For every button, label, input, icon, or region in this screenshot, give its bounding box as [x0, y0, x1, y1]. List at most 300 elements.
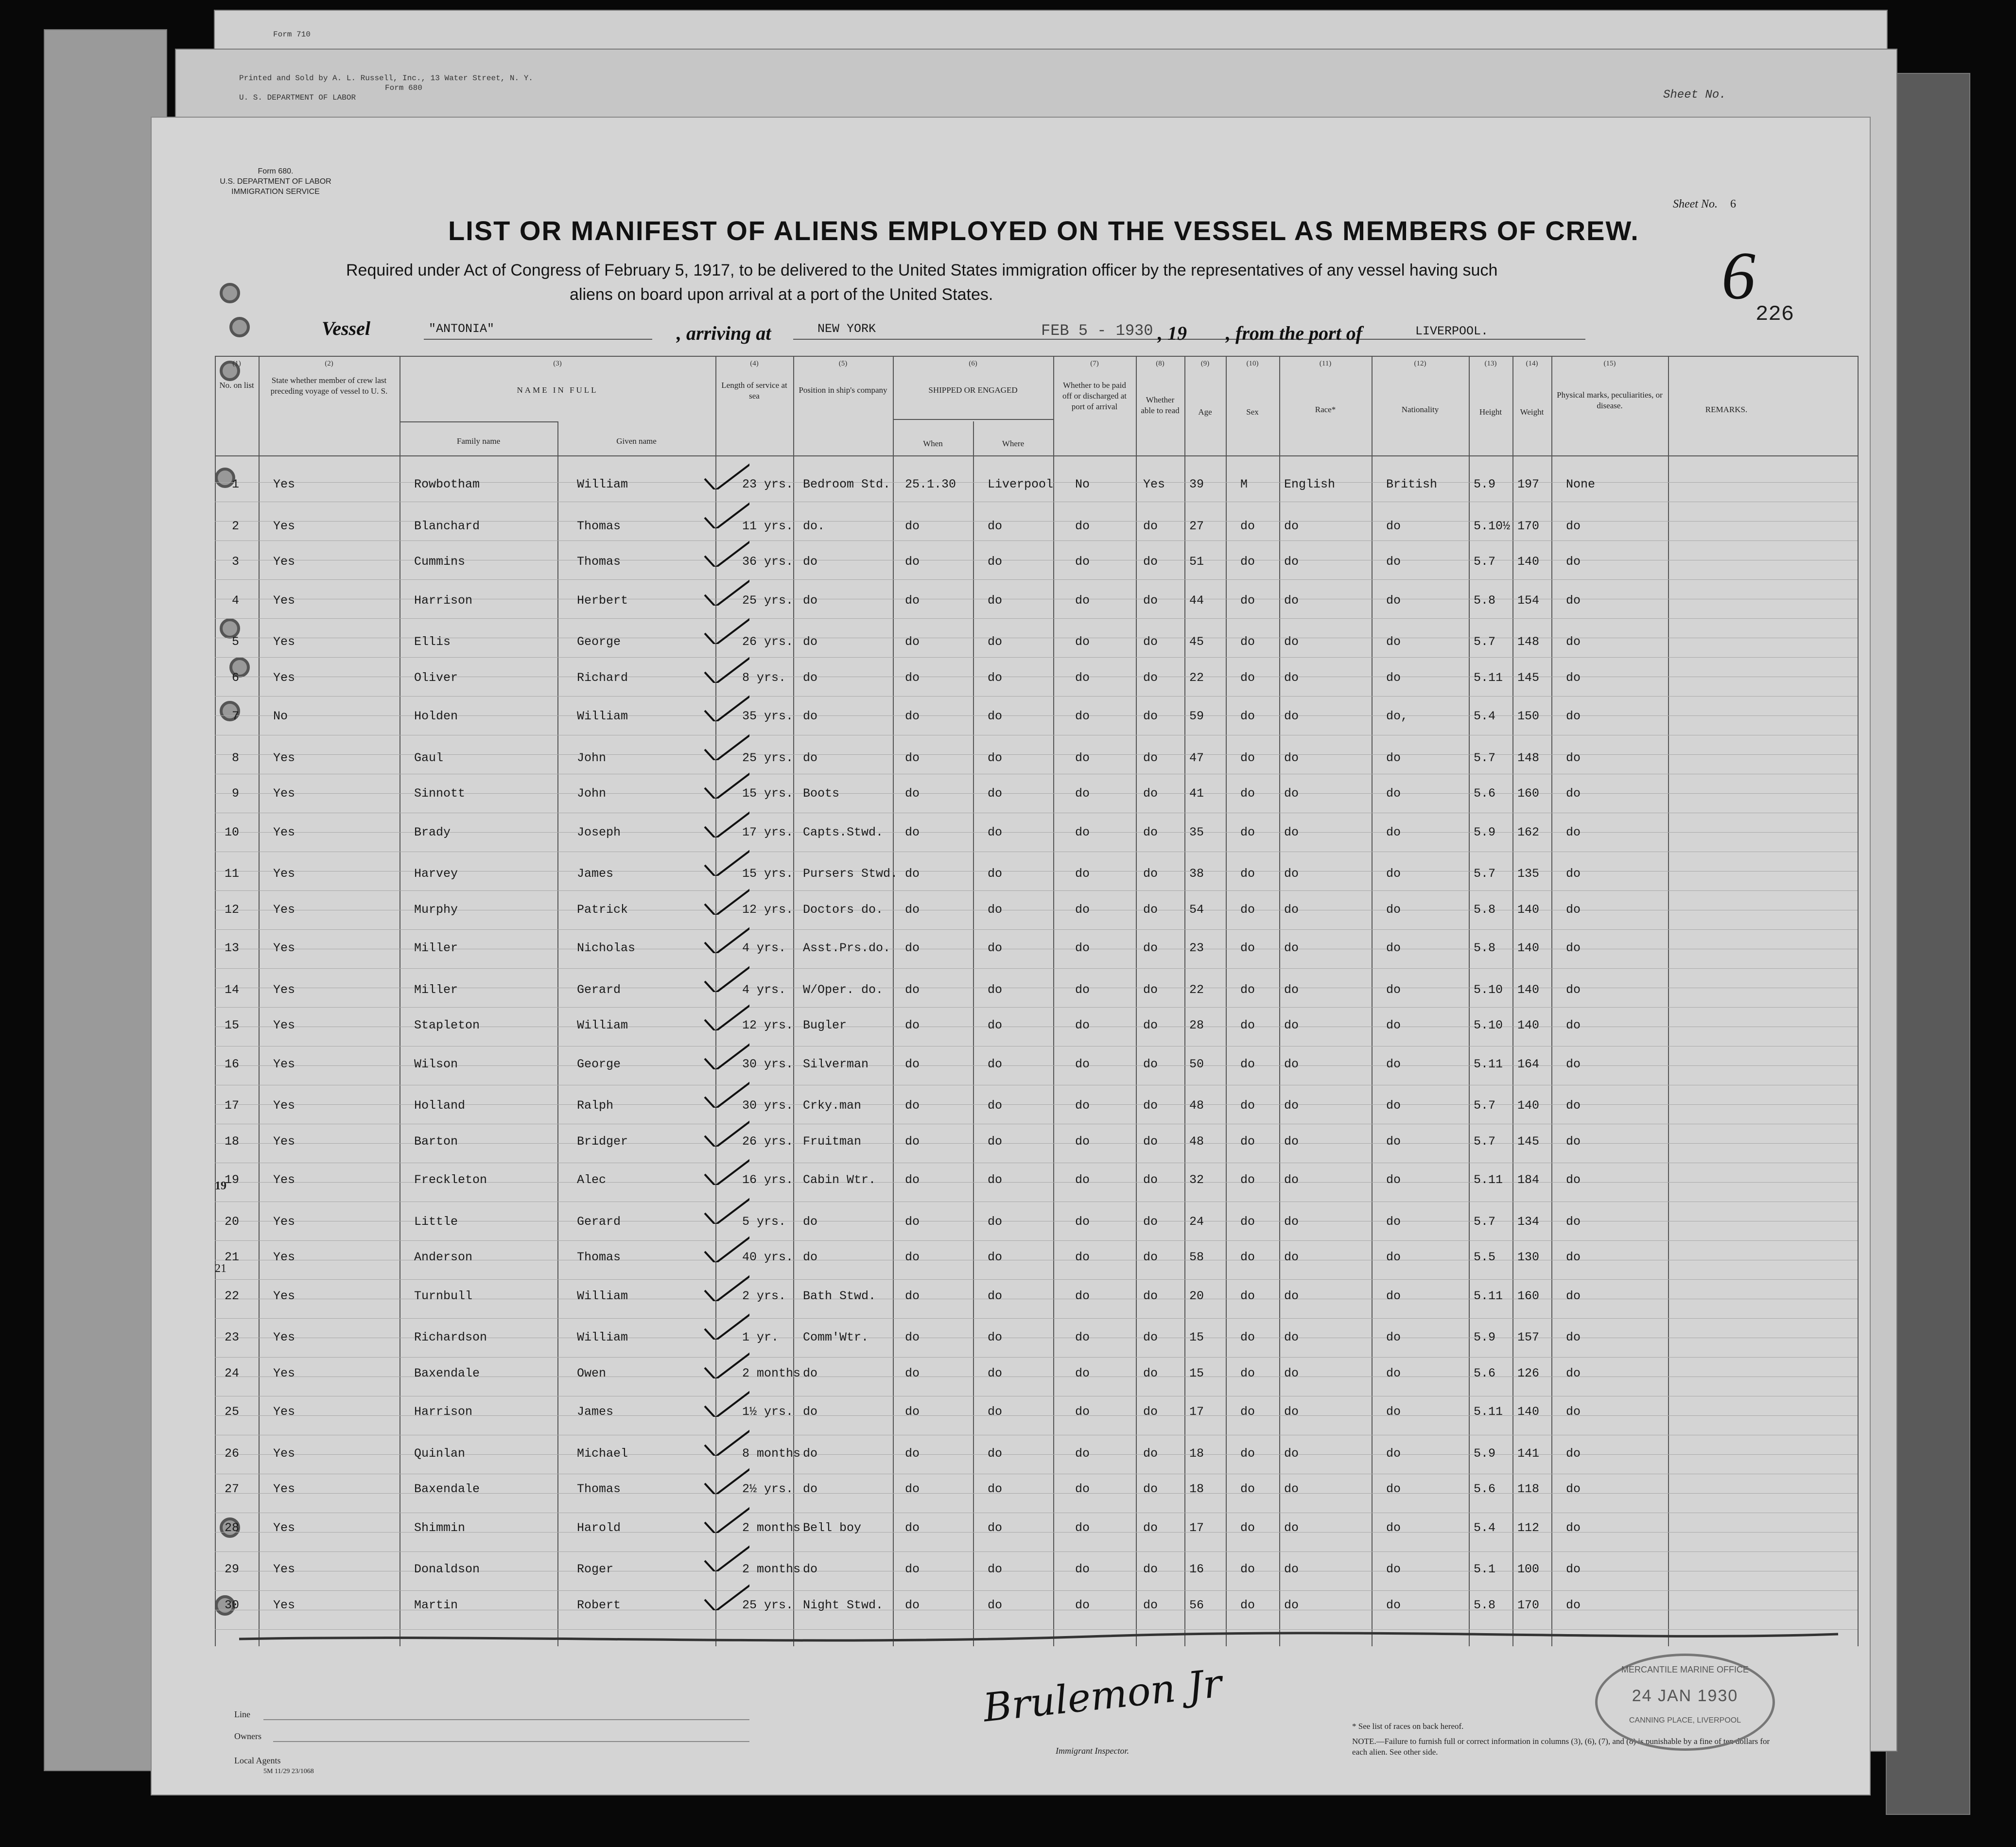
- cell-marks: do: [1566, 1057, 1581, 1071]
- ruled-line: [215, 579, 1858, 580]
- cell-age: 28: [1189, 1018, 1204, 1032]
- cell-paid-off: do: [1075, 519, 1090, 533]
- cell-position: do: [803, 1482, 818, 1496]
- cell-no: 23: [224, 1330, 239, 1344]
- cell-paid-off: do: [1075, 1057, 1090, 1071]
- footer-owners-rule: [273, 1741, 749, 1742]
- manifest-title: LIST OR MANIFEST OF ALIENS EMPLOYED ON THE VESSEL AS MEMBERS OF CREW.: [448, 215, 1639, 246]
- cell-nationality: do: [1386, 1446, 1401, 1461]
- cell-race: do: [1284, 982, 1299, 997]
- cell-race: do: [1284, 1018, 1299, 1032]
- form-service: IMMIGRATION SERVICE: [231, 188, 320, 196]
- cell-age: 48: [1189, 1098, 1204, 1113]
- cell-age: 15: [1189, 1330, 1204, 1344]
- cell-read: do: [1143, 519, 1158, 533]
- ruled-line: [215, 1590, 1858, 1591]
- cell-weight: 140: [1517, 555, 1540, 569]
- cell-height: 5.6: [1474, 1482, 1496, 1496]
- check-mark-icon: [701, 1349, 749, 1378]
- cell-member: Yes: [273, 1289, 295, 1303]
- cell-paid-off: do: [1075, 1330, 1090, 1344]
- handwritten-sheet-number: 6: [1721, 238, 1755, 314]
- cell-family-name: Ellis: [414, 635, 451, 649]
- cell-when: do: [905, 709, 920, 723]
- cell-service: 5 yrs.: [742, 1214, 786, 1229]
- cell-service: 8 months: [742, 1446, 801, 1461]
- cell-position: do: [803, 1214, 818, 1229]
- cell-given-name: William: [577, 709, 628, 723]
- cell-service: 16 yrs.: [742, 1173, 794, 1187]
- cell-service: 2 months: [742, 1520, 801, 1535]
- cell-marks: do: [1566, 902, 1581, 917]
- cell-nationality: do: [1386, 1330, 1401, 1344]
- cell-sex: do: [1240, 786, 1255, 801]
- cell-marks: do: [1566, 1482, 1581, 1496]
- cell-where: do: [988, 1366, 1003, 1380]
- cell-where: do: [988, 1446, 1003, 1461]
- cell-nationality: do: [1386, 825, 1401, 839]
- back-printer: Printed and Sold by A. L. Russell, Inc., 13 Water Street, N. Y.: [239, 74, 533, 83]
- cell-when: do: [905, 982, 920, 997]
- cell-nationality: do,: [1386, 709, 1408, 723]
- cell-age: 54: [1189, 902, 1204, 917]
- cell-marks: do: [1566, 635, 1581, 649]
- cell-no: 15: [224, 1018, 239, 1032]
- header-shipped: SHIPPED OR ENGAGED: [928, 385, 1018, 395]
- cell-sex: M: [1240, 477, 1248, 491]
- cell-weight: 150: [1517, 709, 1540, 723]
- cell-paid-off: do: [1075, 670, 1090, 685]
- cell-read: do: [1143, 593, 1158, 608]
- cell-race: do: [1284, 902, 1299, 917]
- cell-when: do: [905, 1366, 920, 1380]
- cell-when: do: [905, 593, 920, 608]
- cell-position: Bedroom Std.: [803, 477, 891, 491]
- check-mark-icon: [701, 886, 749, 915]
- cell-paid-off: do: [1075, 1598, 1090, 1612]
- cell-service: 36 yrs.: [742, 555, 794, 569]
- cell-paid-off: do: [1075, 1134, 1090, 1149]
- cell-member: Yes: [273, 1057, 295, 1071]
- colnum-4: (4): [750, 360, 759, 367]
- cell-given-name: John: [577, 750, 607, 765]
- cell-read: do: [1143, 670, 1158, 685]
- sheet-number-field: [1673, 198, 1736, 211]
- column-divider: [973, 421, 974, 1646]
- cell-position: Asst.Prs.do.: [803, 941, 891, 955]
- cell-weight: 148: [1517, 750, 1540, 765]
- cell-read: do: [1143, 825, 1158, 839]
- cell-member: Yes: [273, 867, 295, 881]
- cell-position: Night Stwd.: [803, 1598, 884, 1612]
- check-mark-icon: [701, 1581, 749, 1610]
- cell-age: 41: [1189, 786, 1204, 801]
- cell-read: do: [1143, 1134, 1158, 1149]
- column-divider: [1372, 356, 1373, 1646]
- cell-marks: do: [1566, 982, 1581, 997]
- cell-position: do: [803, 1446, 818, 1461]
- check-mark-icon: [701, 1504, 749, 1533]
- check-mark-icon: [701, 615, 749, 644]
- cell-no: 30: [224, 1598, 239, 1612]
- cell-where: do: [988, 1214, 1003, 1229]
- check-mark-icon: [701, 769, 749, 799]
- cell-family-name: Anderson: [414, 1250, 473, 1264]
- cell-position: do.: [803, 519, 825, 533]
- cell-sex: do: [1240, 1405, 1255, 1419]
- cell-nationality: do: [1386, 670, 1401, 685]
- header-family: Family name: [456, 436, 501, 446]
- cell-weight: 162: [1517, 825, 1540, 839]
- cell-paid-off: do: [1075, 1366, 1090, 1380]
- departure-port-label: , from the port of: [1226, 322, 1363, 344]
- cell-marks: do: [1566, 750, 1581, 765]
- cell-position: Doctors do.: [803, 902, 884, 917]
- cell-where: do: [988, 593, 1003, 608]
- cell-service: 2½ yrs.: [742, 1482, 794, 1496]
- cell-height: 5.11: [1474, 1173, 1503, 1187]
- cell-where: do: [988, 555, 1003, 569]
- margin-number-19: 19: [215, 1180, 226, 1192]
- form-department: U.S. DEPARTMENT OF LABOR: [220, 177, 331, 186]
- cell-weight: 160: [1517, 786, 1540, 801]
- race-note: * See list of races on back hereof.: [1352, 1722, 1464, 1731]
- cell-where: do: [988, 867, 1003, 881]
- check-mark-icon: [701, 576, 749, 606]
- colnum-10: (10): [1246, 360, 1259, 367]
- ruled-line: [215, 1007, 1858, 1008]
- header-sex: Sex: [1246, 407, 1259, 417]
- column-divider: [1469, 356, 1470, 1646]
- colnum-6: (6): [969, 360, 977, 367]
- column-divider: [1512, 356, 1513, 1646]
- cell-marks: do: [1566, 1520, 1581, 1535]
- cell-service: 2 yrs.: [742, 1289, 786, 1303]
- cell-service: 4 yrs.: [742, 982, 786, 997]
- crew-table: [215, 356, 1858, 1649]
- cell-family-name: Holden: [414, 709, 458, 723]
- cell-height: 5.6: [1474, 1366, 1496, 1380]
- stamp-date: 24 JAN 1930: [1632, 1687, 1738, 1705]
- cell-when: do: [905, 902, 920, 917]
- cell-nationality: do: [1386, 1250, 1401, 1264]
- cell-paid-off: do: [1075, 902, 1090, 917]
- cell-nationality: do: [1386, 982, 1401, 997]
- cell-no: 13: [224, 941, 239, 955]
- cell-sex: do: [1240, 1482, 1255, 1496]
- cell-nationality: do: [1386, 902, 1401, 917]
- cell-marks: do: [1566, 1134, 1581, 1149]
- page-number: 226: [1755, 302, 1794, 327]
- column-divider: [215, 356, 216, 1646]
- cell-family-name: Blanchard: [414, 519, 480, 533]
- cell-read: do: [1143, 1018, 1158, 1032]
- cell-nationality: do: [1386, 1057, 1401, 1071]
- cell-weight: 118: [1517, 1482, 1540, 1496]
- cell-no: 28: [224, 1520, 239, 1535]
- cell-nationality: do: [1386, 750, 1401, 765]
- cell-read: do: [1143, 1562, 1158, 1576]
- cell-family-name: Wilson: [414, 1057, 458, 1071]
- cell-given-name: Robert: [577, 1598, 621, 1612]
- cell-position: do: [803, 555, 818, 569]
- column-divider: [1858, 356, 1859, 1646]
- check-mark-icon: [701, 692, 749, 721]
- cell-weight: 140: [1517, 902, 1540, 917]
- sheet-label: Sheet No.: [1673, 198, 1718, 210]
- cell-weight: 157: [1517, 1330, 1540, 1344]
- cell-paid-off: do: [1075, 1250, 1090, 1264]
- cell-where: do: [988, 825, 1003, 839]
- cell-given-name: John: [577, 786, 607, 801]
- cell-age: 38: [1189, 867, 1204, 881]
- cell-no: 8: [231, 750, 239, 765]
- cell-when: do: [905, 750, 920, 765]
- cell-nationality: do: [1386, 1482, 1401, 1496]
- cell-read: do: [1143, 1057, 1158, 1071]
- cell-sex: do: [1240, 1250, 1255, 1264]
- cell-given-name: William: [577, 477, 628, 491]
- cell-race: English: [1284, 477, 1336, 491]
- cell-position: Bell boy: [803, 1520, 862, 1535]
- cell-age: 23: [1189, 941, 1204, 955]
- cell-service: 4 yrs.: [742, 941, 786, 955]
- cell-position: Bath Stwd.: [803, 1289, 876, 1303]
- cell-weight: 135: [1517, 867, 1540, 881]
- cell-position: do: [803, 1562, 818, 1576]
- cell-height: 5.9: [1474, 1446, 1496, 1461]
- manifest-subtitle-line2: aliens on board upon arrival at a port of the United States.: [570, 285, 993, 304]
- check-mark-icon: [701, 1272, 749, 1301]
- cell-service: 15 yrs.: [742, 867, 794, 881]
- cell-sex: do: [1240, 750, 1255, 765]
- colnum-8: (8): [1156, 360, 1164, 367]
- vessel-name: "ANTONIA": [429, 322, 495, 336]
- ruled-line: [215, 618, 1858, 619]
- cell-given-name: Nicholas: [577, 941, 636, 955]
- cell-paid-off: do: [1075, 635, 1090, 649]
- header-weight: Weight: [1520, 407, 1544, 417]
- cell-race: do: [1284, 786, 1299, 801]
- footer-agents-label: Local Agents: [234, 1756, 281, 1765]
- header-when: When: [923, 439, 943, 448]
- cell-given-name: Thomas: [577, 1482, 621, 1496]
- cell-nationality: do: [1386, 1018, 1401, 1032]
- cell-paid-off: do: [1075, 1562, 1090, 1576]
- cell-race: do: [1284, 635, 1299, 649]
- cell-height: 5.9: [1474, 825, 1496, 839]
- cell-where: do: [988, 1018, 1003, 1032]
- check-mark-icon: [701, 1001, 749, 1030]
- cell-weight: 141: [1517, 1446, 1540, 1461]
- cell-member: Yes: [273, 982, 295, 997]
- cell-height: 5.8: [1474, 902, 1496, 917]
- cell-nationality: do: [1386, 1366, 1401, 1380]
- cell-service: 15 yrs.: [742, 786, 794, 801]
- cell-family-name: Rowbotham: [414, 477, 480, 491]
- cell-family-name: Miller: [414, 982, 458, 997]
- cell-member: Yes: [273, 825, 295, 839]
- cell-age: 15: [1189, 1366, 1204, 1380]
- cell-given-name: William: [577, 1289, 628, 1303]
- colnum-3: (3): [553, 360, 562, 367]
- cell-no: 29: [224, 1562, 239, 1576]
- check-mark-icon: [701, 808, 749, 837]
- arriving-port: NEW YORK: [817, 322, 876, 336]
- check-mark-icon: [701, 1465, 749, 1494]
- cell-race: do: [1284, 555, 1299, 569]
- cell-member: Yes: [273, 1598, 295, 1612]
- header-remarks: REMARKS.: [1705, 405, 1748, 414]
- cell-family-name: Holland: [414, 1098, 466, 1113]
- cell-nationality: do: [1386, 941, 1401, 955]
- cell-marks: do: [1566, 1598, 1581, 1612]
- header-marks: Physical marks, peculiarities, or disease.: [1557, 390, 1663, 410]
- cell-sex: do: [1240, 1057, 1255, 1071]
- cell-when: do: [905, 1562, 920, 1576]
- colnum-11: (11): [1319, 360, 1332, 367]
- cell-height: 5.7: [1474, 750, 1496, 765]
- cell-no: 3: [231, 555, 239, 569]
- cell-paid-off: do: [1075, 1405, 1090, 1419]
- cell-nationality: do: [1386, 1289, 1401, 1303]
- cell-no: 22: [224, 1289, 239, 1303]
- cell-member: Yes: [273, 477, 295, 491]
- cell-read: do: [1143, 867, 1158, 881]
- cell-race: do: [1284, 670, 1299, 685]
- fine-note: NOTE.—Failure to furnish full or correct information in columns (3), (6), (7), and (8) is punishable by a fine of ten dollars for each alien. See other side.: [1352, 1737, 1770, 1757]
- cell-family-name: Murphy: [414, 902, 458, 917]
- cell-nationality: do: [1386, 1098, 1401, 1113]
- inspector-label: Immigrant Inspector.: [1056, 1746, 1129, 1756]
- cell-marks: do: [1566, 1214, 1581, 1229]
- cell-marks: do: [1566, 593, 1581, 608]
- cell-sex: do: [1240, 1018, 1255, 1032]
- cell-position: W/Oper. do.: [803, 982, 884, 997]
- cell-given-name: George: [577, 1057, 621, 1071]
- name-header-divider: [400, 421, 557, 422]
- cell-position: do: [803, 750, 818, 765]
- ruled-line: [215, 696, 1858, 697]
- cell-marks: do: [1566, 670, 1581, 685]
- cell-marks: do: [1566, 1250, 1581, 1264]
- mercantile-marine-office-stamp: [1595, 1654, 1775, 1751]
- cell-position: do: [803, 1250, 818, 1264]
- cell-race: do: [1284, 825, 1299, 839]
- cell-paid-off: do: [1075, 1214, 1090, 1229]
- cell-member: Yes: [273, 1405, 295, 1419]
- cell-age: 48: [1189, 1134, 1204, 1149]
- footer-owners-label: Owners: [234, 1731, 261, 1741]
- cell-height: 5.4: [1474, 1520, 1496, 1535]
- colnum-14: (14): [1526, 360, 1538, 367]
- cell-paid-off: do: [1075, 1446, 1090, 1461]
- cell-member: Yes: [273, 902, 295, 917]
- cell-age: 35: [1189, 825, 1204, 839]
- cell-when: do: [905, 1173, 920, 1187]
- cell-given-name: Harold: [577, 1520, 621, 1535]
- cell-given-name: William: [577, 1018, 628, 1032]
- cell-service: 30 yrs.: [742, 1098, 794, 1113]
- cell-read: do: [1143, 1482, 1158, 1496]
- cell-when: do: [905, 1482, 920, 1496]
- column-divider: [1668, 356, 1669, 1646]
- stamp-top-text: MERCANTILE MARINE OFFICE: [1621, 1665, 1749, 1674]
- cell-given-name: Bridger: [577, 1134, 628, 1149]
- cell-weight: 140: [1517, 1018, 1540, 1032]
- cell-race: do: [1284, 1330, 1299, 1344]
- cell-race: do: [1284, 593, 1299, 608]
- cell-where: do: [988, 1057, 1003, 1071]
- cell-age: 32: [1189, 1173, 1204, 1187]
- cell-no: 4: [231, 593, 239, 608]
- cell-age: 59: [1189, 709, 1204, 723]
- cell-age: 18: [1189, 1446, 1204, 1461]
- cell-member: Yes: [273, 670, 295, 685]
- cell-marks: do: [1566, 941, 1581, 955]
- cell-nationality: British: [1386, 477, 1438, 491]
- cell-race: do: [1284, 941, 1299, 955]
- cell-read: do: [1143, 1289, 1158, 1303]
- ruled-line: [215, 715, 1858, 716]
- cell-race: do: [1284, 519, 1299, 533]
- cell-where: do: [988, 1134, 1003, 1149]
- cell-where: Liverpool: [988, 477, 1054, 491]
- colnum-1: (1): [232, 360, 241, 367]
- vessel-label: Vessel: [322, 317, 370, 339]
- cell-position: do: [803, 635, 818, 649]
- check-mark-icon: [701, 654, 749, 683]
- cell-no: 1: [231, 477, 239, 491]
- cell-read: do: [1143, 750, 1158, 765]
- check-mark-icon: [701, 1195, 749, 1224]
- cell-height: 5.8: [1474, 941, 1496, 955]
- cell-sex: do: [1240, 1289, 1255, 1303]
- cell-no: 21: [224, 1250, 239, 1264]
- cell-height: 5.10: [1474, 982, 1503, 997]
- cell-family-name: Cummins: [414, 555, 466, 569]
- cell-family-name: Harvey: [414, 867, 458, 881]
- cell-read: do: [1143, 982, 1158, 997]
- cell-when: do: [905, 1446, 920, 1461]
- column-divider: [1226, 356, 1227, 1646]
- cell-when: do: [905, 1405, 920, 1419]
- ruled-line: [215, 1143, 1858, 1144]
- ruled-line: [215, 657, 1858, 658]
- back-sheet-label: Sheet No.: [1663, 88, 1726, 102]
- check-mark-icon: [701, 1427, 749, 1456]
- cell-sex: do: [1240, 555, 1255, 569]
- cell-height: 5.11: [1474, 1405, 1503, 1419]
- cell-given-name: Owen: [577, 1366, 607, 1380]
- cell-race: do: [1284, 1098, 1299, 1113]
- cell-age: 39: [1189, 477, 1204, 491]
- cell-age: 50: [1189, 1057, 1204, 1071]
- cell-race: do: [1284, 867, 1299, 881]
- header-paid-off: Whether to be paid off or discharged at port of arrival: [1062, 381, 1127, 411]
- cell-marks: do: [1566, 1446, 1581, 1461]
- header-service: Length of service at sea: [721, 381, 787, 401]
- cell-paid-off: do: [1075, 867, 1090, 881]
- check-mark-icon: [701, 847, 749, 876]
- cell-height: 5.10½: [1474, 519, 1511, 533]
- header-nationality: Nationality: [1401, 405, 1439, 414]
- year-label: , 19: [1158, 322, 1187, 344]
- check-mark-icon: [701, 1156, 749, 1185]
- cell-when: do: [905, 1214, 920, 1229]
- cell-weight: 170: [1517, 519, 1540, 533]
- cell-read: do: [1143, 635, 1158, 649]
